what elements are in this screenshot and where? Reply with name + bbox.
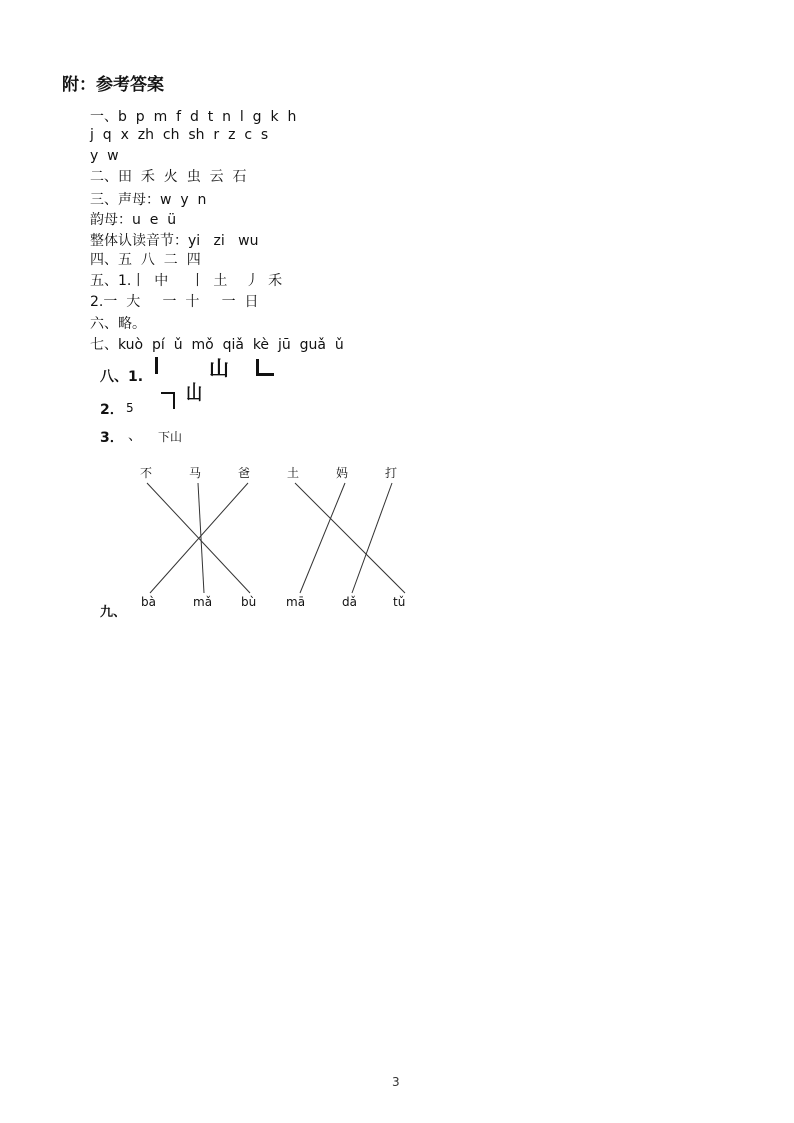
char-ba: 爸 xyxy=(238,466,251,480)
answer-line-9: 五、1.丨 中 丨 土 丿 禾 xyxy=(90,273,283,289)
char-ma-horse: 马 xyxy=(189,466,202,480)
pinyin-ma: mǎ xyxy=(193,595,213,609)
answer-line-10: 2.一 大 一 十 一 日 xyxy=(90,294,259,310)
shan-partial-glyph xyxy=(175,352,202,405)
section8-label-1: 八、1. xyxy=(100,369,144,385)
char-bu: 不 xyxy=(140,466,153,480)
pinyin-ba: bà xyxy=(141,595,156,609)
match-line-da xyxy=(352,483,392,593)
page-number: 3 xyxy=(392,1075,400,1089)
vertical-stroke-glyph xyxy=(152,356,162,376)
shan-glyph: 山 xyxy=(209,356,229,380)
char-da: 打 xyxy=(385,466,398,480)
answer-line-3: y w xyxy=(90,148,119,164)
answer-line-7: 整体认读音节：yi zi wu xyxy=(90,233,259,249)
section8-label-3: 3． xyxy=(100,430,124,446)
pinyin-da: dǎ xyxy=(342,595,357,609)
answer-line-11: 六、略。 xyxy=(90,316,146,332)
answer-key-title: 附：参考答案 xyxy=(62,75,164,95)
answer-line-2: j q x zh ch sh r z c s xyxy=(90,127,269,143)
answer-line-1: 一、b p m f d t n l g k h xyxy=(90,109,297,125)
match-line-tu xyxy=(295,483,405,593)
matching-lines xyxy=(130,470,420,610)
dot-stroke: 、 xyxy=(128,428,142,444)
match-line-mama xyxy=(300,483,345,593)
pinyin-mama: mā xyxy=(286,595,306,609)
section8-label-2: 2． xyxy=(100,402,124,418)
pinyin-bu: bù xyxy=(241,595,257,609)
answer-line-8: 四、五 八 二 四 xyxy=(90,252,201,268)
answer-line-6: 韵母：u e ü xyxy=(90,212,177,228)
char-ma-mom: 妈 xyxy=(336,466,349,480)
answer-line-4: 二、田 禾 火 虫 云 石 xyxy=(90,169,247,185)
vertical-turn-stroke-glyph xyxy=(254,358,276,378)
section9-label: 九、 xyxy=(100,605,127,620)
answer-line-5: 三、声母：w y n xyxy=(90,192,207,208)
answer-line-12: 七、kuò pí ǔ mǒ qiǎ kè jū guǎ ǔ xyxy=(90,337,344,353)
char-tu: 土 xyxy=(287,466,300,480)
horizontal-hook-stroke-glyph xyxy=(160,391,178,411)
stroke-count: 5 xyxy=(126,401,134,415)
pinyin-tu: tǔ xyxy=(393,595,406,609)
section8-answer-3: 下山 xyxy=(158,430,183,444)
shan-glyph-a: 山 xyxy=(186,380,203,404)
